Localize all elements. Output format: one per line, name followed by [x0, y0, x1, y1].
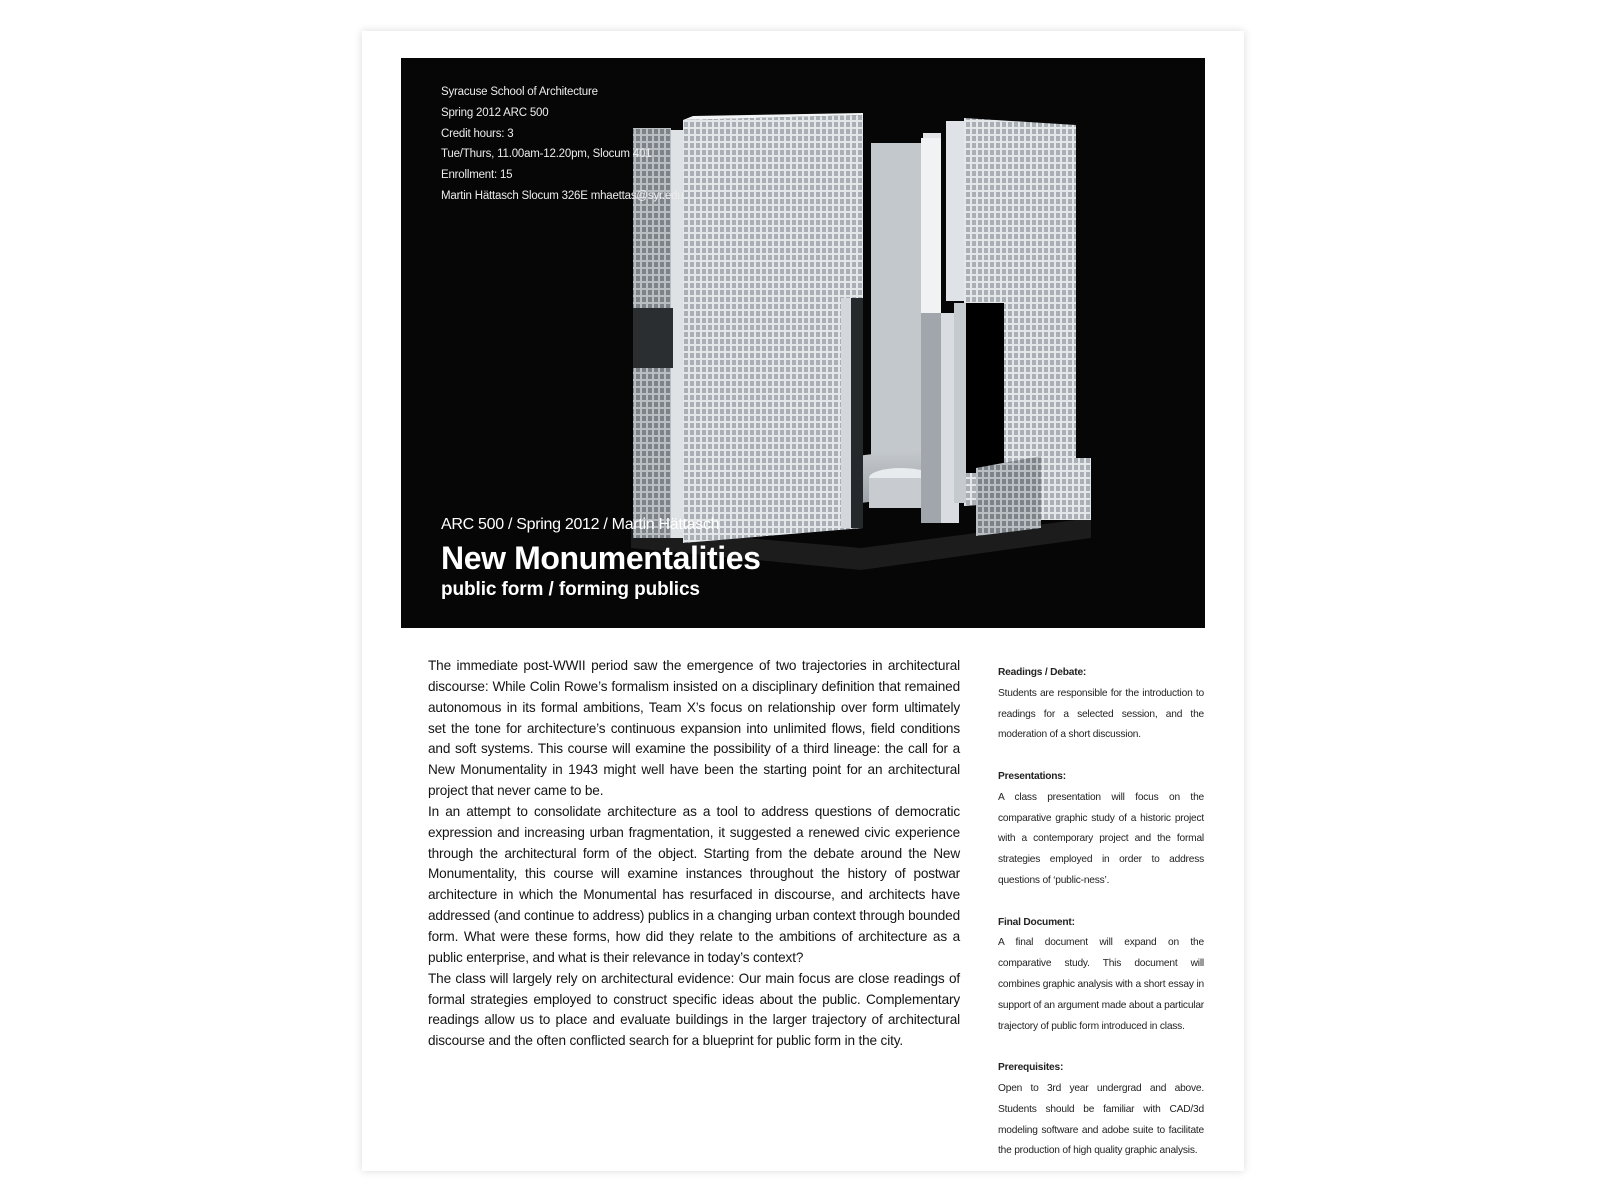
page-subtitle: public form / forming publics [441, 579, 700, 600]
description-paragraph-2: In an attempt to consolidate architecture as a tool to address questions of democratic expression and increasing urban fragmentation, it suggested a renewed civic experience through the architectural form of the object. Starting from the debate around the New Monumentality, this course will examine instances throughout the history of postwar architecture in which the Monumental has resurfaced in discourse, and architects have addressed (and continue to address) publics in a changing urban context through bounded form. What were these forms, how did they relate to the ambitions of architecture as a public enterprise, and what is their relevance in today’s context? [428, 803, 960, 965]
meta-instructor: Martin Hättasch Slocum 326E mhaettas@syr.edu [441, 189, 684, 202]
section-heading: Readings / Debate: [998, 667, 1087, 678]
section-presentations [998, 767, 1204, 892]
meta-credits: Credit hours: 3 [441, 127, 514, 140]
syllabus-page [362, 31, 1244, 1171]
section-body: Students are responsible for the introduction to readings for a selected session, and the moderation of a short discussion. [998, 687, 1204, 741]
section-heading: Final Document: [998, 916, 1075, 928]
section-heading: Prerequisites: [998, 1062, 1064, 1074]
page-title: New Monumentalities [441, 540, 761, 576]
hero-caption [441, 514, 1141, 603]
section-body: A final document will expand on the comparative study. This document will combines graphic analysis with a short essay in support of an argument made about a particular trajectory of public form introduced in class. [998, 937, 1205, 1032]
course-kicker: ARC 500 / Spring 2012 / Martin Hättasch [441, 516, 720, 533]
section-readings [998, 663, 1204, 746]
meta-term: Spring 2012 ARC 500 [441, 106, 549, 119]
section-body: Open to 3rd year undergrad and above. Students should be familiar with CAD/3d modeling software and adobe suite to facilitate the production of high quality graphic analysis. [998, 1082, 1204, 1157]
hero-photo [401, 58, 1205, 628]
section-heading: Presentations: [998, 770, 1066, 782]
description-paragraph-3: The class will largely rely on architectural evidence: Our main focus are close readings of formal strategies employed to construct specific ideas about the public. Complementary readings allow us to place and evaluate buildings in the larger trajectory of architectural discourse and the often conflicted search for a blueprint for public form in the city. [428, 970, 960, 1049]
meta-schedule: Tue/Thurs, 11.00am-12.20pm, Slocum 401 [441, 148, 652, 161]
course-description [428, 656, 960, 1052]
meta-school: Syracuse School of Architecture [441, 86, 598, 98]
meta-enrollment: Enrollment: 15 [441, 169, 513, 182]
requirements-sidebar [998, 663, 1204, 1183]
description-paragraph-1: The immediate post-WWII period saw the emergence of two trajectories in architectural discourse: While Colin Rowe’s formalism insisted on a disciplinary definition that remained autonomous in its formal ambitions, Team X’s focus on relationship over form ultimately set the tone for architecture’s continuous expansion into unlimited flows, field conditions and soft systems. This course will examine the possibility of a third lineage: the call for a New Monumentality in 1943 might well have been the starting point for an architectural project that never came to be. [428, 658, 960, 799]
section-final-document [998, 913, 1204, 1038]
section-body: A class presentation will focus on the comparative graphic study of a historic project with a contemporary project and the formal strategies employed in order to address questions of ‘public-ness’. [998, 791, 1204, 886]
course-meta-list [441, 82, 684, 207]
section-prerequisites [998, 1058, 1204, 1162]
